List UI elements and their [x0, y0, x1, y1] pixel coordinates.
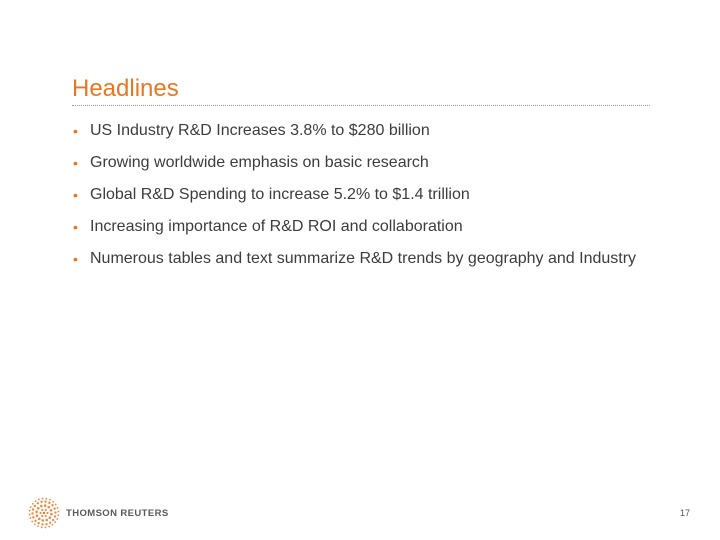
bullet-marker: •	[73, 219, 78, 235]
bullet-text: Numerous tables and text summarize R&D trends by geography and Industry	[90, 250, 637, 267]
page-number: 17	[679, 508, 690, 518]
bullet-item	[72, 249, 672, 269]
bullet-marker: •	[73, 251, 78, 267]
bullet-marker: •	[73, 155, 78, 171]
bullet-text: Increasing importance of R&D ROI and collaboration	[90, 218, 463, 235]
thomson-reuters-dot-sphere-icon	[28, 497, 60, 529]
footer-logo	[28, 497, 169, 529]
bullet-text: Global R&D Spending to increase 5.2% to $1.4 trillion	[90, 186, 470, 203]
bullet-list	[72, 121, 672, 281]
bullet-item	[72, 185, 672, 205]
bullet-item	[72, 121, 672, 141]
slide-title: Headlines	[72, 75, 179, 102]
logo-wordmark: THOMSON REUTERS	[66, 507, 169, 519]
bullet-marker: •	[73, 187, 78, 203]
bullet-item	[72, 153, 672, 173]
bullet-marker: •	[73, 123, 78, 139]
bullet-text: Growing worldwide emphasis on basic research	[90, 154, 429, 171]
bullet-item	[72, 217, 672, 237]
title-divider	[72, 105, 650, 106]
bullet-text: US Industry R&D Increases 3.8% to $280 billion	[90, 122, 430, 139]
